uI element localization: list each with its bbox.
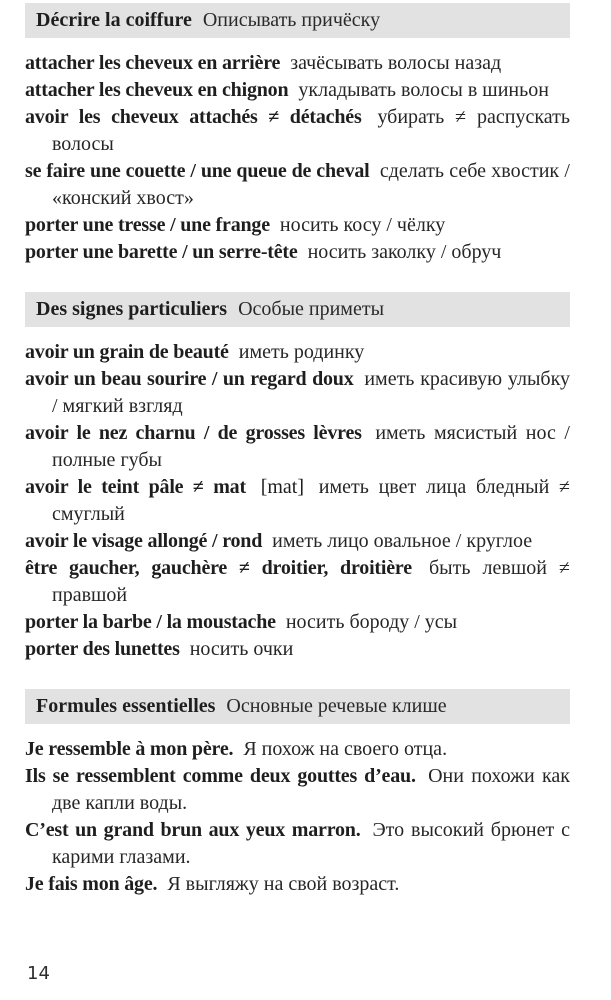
entry-russian-translation: Я похож на своего отца. xyxy=(243,738,448,760)
section-title-russian: Описывать причёску xyxy=(202,9,381,31)
entry-french-phrase: porter une tresse / une frange xyxy=(25,214,270,236)
vocab-entry xyxy=(25,104,570,158)
entry-french-phrase: Je ressemble à mon père. xyxy=(25,738,234,760)
entry-french-phrase: Ils se ressemblent comme deux gouttes d’eau. xyxy=(25,765,416,787)
entry-russian-translation: носить бороду / усы xyxy=(285,611,458,633)
entry-french-phrase: se faire une couette / une queue de cheval xyxy=(25,160,370,182)
section-title-russian: Особые приметы xyxy=(238,298,385,320)
vocab-section xyxy=(25,292,570,663)
entry-french-phrase: avoir le teint pâle ≠ mat xyxy=(25,476,246,498)
section-header xyxy=(25,3,570,38)
vocab-entry xyxy=(25,420,570,474)
vocab-entry xyxy=(25,636,570,663)
vocab-entry xyxy=(25,609,570,636)
entry-russian-translation: иметь лицо овальное / круглое xyxy=(272,530,533,552)
entry-russian-translation: укладывать волосы в шиньон xyxy=(298,79,549,101)
entry-french-phrase: avoir un beau sourire / un regard doux xyxy=(25,368,354,390)
entry-russian-translation: носить очки xyxy=(189,638,294,660)
vocab-entry xyxy=(25,50,570,77)
entry-french-phrase: attacher les cheveux en arrière xyxy=(25,52,281,74)
vocab-entry xyxy=(25,555,570,609)
entry-russian-translation: иметь красивую улыбку / мягкий взгляд xyxy=(52,368,571,417)
vocab-section xyxy=(25,3,570,266)
section-header xyxy=(25,292,570,327)
vocab-entry xyxy=(25,528,570,555)
entry-russian-translation: Они похожи как две капли воды. xyxy=(52,765,571,814)
vocab-entry xyxy=(25,339,570,366)
entry-pronunciation-note: [mat] xyxy=(260,476,305,498)
entry-russian-translation: сделать себе хвостик / «конский хвост» xyxy=(52,160,570,209)
page-number: 14 xyxy=(27,963,50,984)
sections-root xyxy=(25,3,570,898)
entry-french-phrase: avoir le nez charnu / de grosses lèvres xyxy=(25,422,362,444)
vocab-entry xyxy=(25,77,570,104)
vocab-entry xyxy=(25,817,570,871)
section-title-russian: Основные речевые клише xyxy=(226,695,447,717)
vocab-entry xyxy=(25,763,570,817)
entry-french-phrase: être gaucher, gauchère ≠ droitier, droitière xyxy=(25,557,412,579)
entry-french-phrase: Je fais mon âge. xyxy=(25,873,158,895)
entry-russian-translation: Я выгляжу на свой возраст. xyxy=(167,873,400,895)
entry-french-phrase: avoir un grain de beauté xyxy=(25,341,229,363)
entry-french-phrase: C’est un grand brun aux yeux marron. xyxy=(25,819,361,841)
section-title-french: Décrire la coiffure xyxy=(36,9,192,31)
entry-russian-translation: иметь родинку xyxy=(238,341,365,363)
entry-french-phrase: porter la barbe / la moustache xyxy=(25,611,276,633)
entry-russian-translation: иметь мясистый нос / полные губы xyxy=(52,422,570,471)
section-title-french: Des signes particuliers xyxy=(36,298,228,320)
vocab-entry xyxy=(25,212,570,239)
vocab-section xyxy=(25,689,570,898)
vocab-entry xyxy=(25,366,570,420)
vocab-entry xyxy=(25,158,570,212)
entry-russian-translation: убирать ≠ распускать волосы xyxy=(52,106,571,155)
entry-russian-translation: носить заколку / обруч xyxy=(307,241,502,263)
entry-french-phrase: avoir les cheveux attachés ≠ détachés xyxy=(25,106,362,128)
entry-russian-translation: иметь цвет лица бледный ≠ смуглый xyxy=(52,476,571,525)
entry-russian-translation: быть левшой ≠ правшой xyxy=(52,557,570,606)
vocab-entry xyxy=(25,474,570,528)
section-header xyxy=(25,689,570,724)
entry-french-phrase: porter des lunettes xyxy=(25,638,180,660)
entry-russian-translation: зачёсывать волосы назад xyxy=(290,52,502,74)
entry-french-phrase: avoir le visage allongé / rond xyxy=(25,530,263,552)
vocab-entry xyxy=(25,871,570,898)
entry-french-phrase: porter une barette / un serre-tête xyxy=(25,241,298,263)
section-title-french: Formules essentielles xyxy=(36,695,216,717)
entry-russian-translation: Это высокий брюнет с карими глазами. xyxy=(52,819,571,868)
vocab-entry xyxy=(25,239,570,266)
entry-french-phrase: attacher les cheveux en chignon xyxy=(25,79,289,101)
entry-russian-translation: носить косу / чёлку xyxy=(279,214,446,236)
vocab-entry xyxy=(25,736,570,763)
